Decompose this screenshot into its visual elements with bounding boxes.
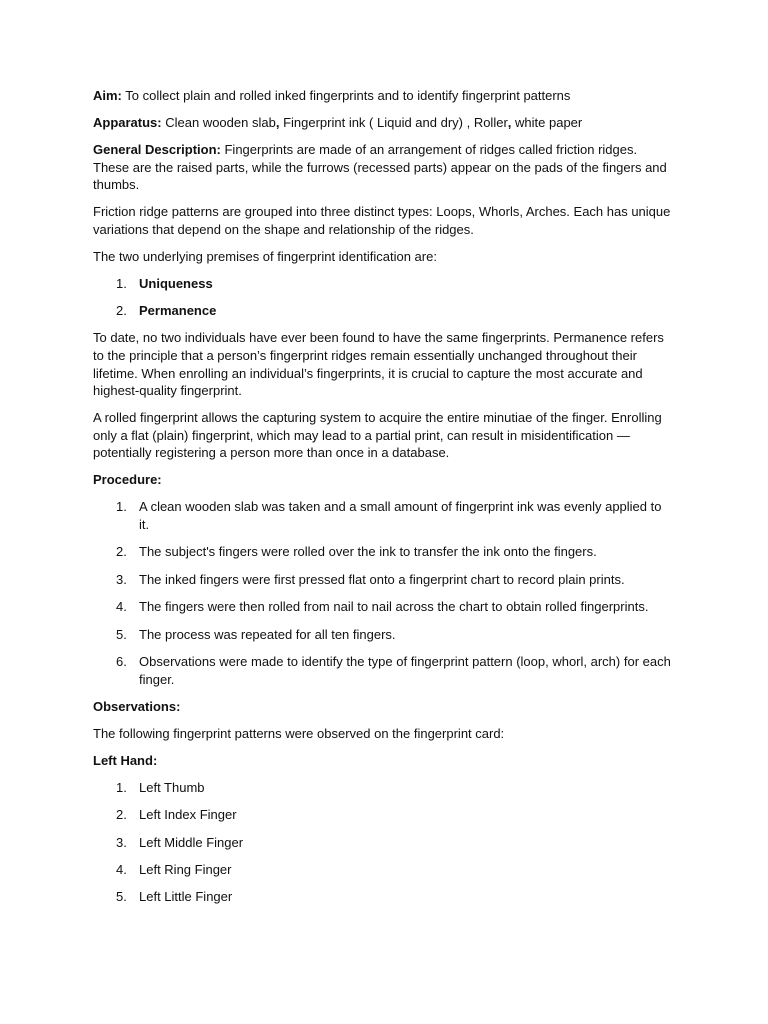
apparatus-separator-2: , xyxy=(507,114,512,130)
list-text: Uniqueness xyxy=(139,275,213,291)
list-text: Left Thumb xyxy=(139,779,205,795)
general-description-text: Fingerprints are made of an arrangement of ridges called friction ridges. These are the raised parts, while the furrows (recessed parts) appear on the pads of the fingers and thumbs. xyxy=(93,141,667,193)
list-text: The inked fingers were first pressed flat onto a fingerprint chart to record plain prints. xyxy=(139,571,625,587)
list-text: Left Index Finger xyxy=(139,807,237,823)
apparatus-text-3: white paper xyxy=(511,114,583,130)
list-item xyxy=(93,598,675,616)
patterns-paragraph: Friction ridge patterns are grouped into three distinct types: Loops, Whorls, Arches. Each has unique variations that depend on the shape and relationship of the ridges. xyxy=(93,204,671,237)
list-item xyxy=(93,834,675,852)
list-item xyxy=(93,806,675,824)
apparatus-paragraph xyxy=(93,114,675,132)
list-text: Left Ring Finger xyxy=(139,862,232,878)
list-number: 1. xyxy=(116,499,127,515)
list-number: 5. xyxy=(116,889,127,905)
list-number: 5. xyxy=(116,626,127,642)
left-hand-heading: Left Hand: xyxy=(93,752,158,768)
aim-label: Aim: xyxy=(93,88,122,103)
list-text: The process was repeated for all ten fingers. xyxy=(139,626,396,642)
list-text: Left Little Finger xyxy=(139,889,233,905)
list-item xyxy=(93,498,675,533)
list-text: A clean wooden slab was taken and a small amount of fingerprint ink was evenly applied to it. xyxy=(139,499,662,532)
list-text: Permanence xyxy=(139,303,217,319)
list-item xyxy=(93,779,675,797)
observations-heading: Observations: xyxy=(93,698,181,714)
aim-text: To collect plain and rolled inked fingerprints and to identify fingerprint patterns xyxy=(121,88,571,103)
list-item xyxy=(93,543,675,561)
list-item xyxy=(93,626,675,644)
procedure-heading: Procedure: xyxy=(93,472,162,488)
document-body xyxy=(93,87,675,916)
observations-text: The following fingerprint patterns were observed on the fingerprint card: xyxy=(93,725,505,741)
left-hand-list xyxy=(93,779,675,906)
list-number: 3. xyxy=(116,834,127,850)
procedure-list xyxy=(93,498,675,688)
general-description-paragraph xyxy=(93,141,675,194)
list-number: 3. xyxy=(116,571,127,587)
list-text: The fingers were then rolled from nail to nail across the chart to obtain rolled fingerprints. xyxy=(139,599,649,615)
apparatus-separator-1: , xyxy=(275,114,280,130)
apparatus-label: Apparatus: xyxy=(93,114,162,130)
to-date-paragraph: To date, no two individuals have ever been found to have the same fingerprints. Permanence refers to the principle that a person’s fingerprint ridges remain essentially unchanged throughout their lifetime. When enrolling an individual’s fingerprints, it is crucial to capture the most accurate and highest-quality fingerprint. xyxy=(93,330,664,399)
list-item xyxy=(93,861,675,879)
list-item xyxy=(93,275,675,293)
list-item xyxy=(93,302,675,320)
list-number: 2. xyxy=(116,544,127,560)
rolled-fingerprint-paragraph: A rolled fingerprint allows the capturing system to acquire the entire minutiae of the finger. Enrolling only a flat (plain) fingerprint, which may lead to a partial print, can result in misidentification — potentially registering a person more than once in a database. xyxy=(93,410,662,461)
list-text: Left Middle Finger xyxy=(139,834,244,850)
apparatus-text-2: Fingerprint ink ( Liquid and dry) , Roller xyxy=(279,114,508,130)
list-text: Observations were made to identify the type of fingerprint pattern (loop, whorl, arch) for each finger. xyxy=(139,653,671,687)
list-number: 2. xyxy=(116,807,127,823)
premises-list xyxy=(93,275,675,320)
aim-paragraph xyxy=(93,87,675,105)
apparatus-text-1: Clean wooden slab xyxy=(161,114,276,130)
list-item xyxy=(93,571,675,589)
general-description-label: General Description: xyxy=(93,141,221,157)
list-number: 4. xyxy=(116,862,127,878)
list-number: 1. xyxy=(116,779,127,795)
list-number: 2. xyxy=(116,303,127,319)
list-text: The subject's fingers were rolled over the ink to transfer the ink onto the fingers. xyxy=(139,544,597,560)
list-number: 6. xyxy=(116,653,127,669)
list-number: 4. xyxy=(116,599,127,615)
list-item xyxy=(93,653,675,688)
list-item xyxy=(93,888,675,906)
list-number: 1. xyxy=(116,275,127,291)
premises-intro: The two underlying premises of fingerprint identification are: xyxy=(93,248,437,264)
